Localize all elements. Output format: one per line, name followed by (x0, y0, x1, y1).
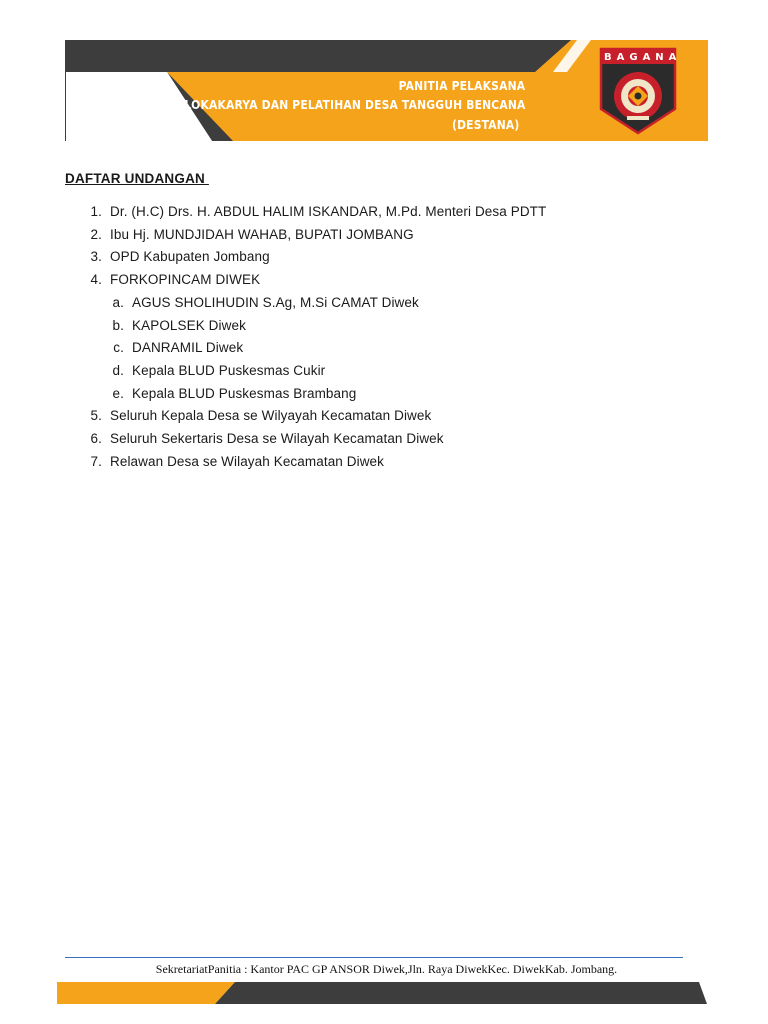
list-item-text: OPD Kabupaten Jombang (110, 249, 270, 265)
sub-list-item-text: KAPOLSEK Diwek (132, 317, 246, 333)
list-marker: 1. (90, 204, 102, 219)
list-marker: 2. (90, 226, 102, 242)
document-title: DAFTAR UNDANGAN (65, 171, 209, 186)
footer-orange-band (57, 982, 235, 1004)
footer-dark-band (215, 982, 709, 1004)
sub-list-item-text: AGUS SHOLIHUDIN S.Ag, M.Si CAMAT Diwek (132, 294, 419, 310)
list-item-text: Seluruh Sekertaris Desa se Wilayah Kecamatan Diwek (110, 431, 444, 446)
sub-list-item-text: Kepala BLUD Puskesmas Brambang (132, 385, 357, 401)
bagana-logo (599, 47, 682, 135)
event-title: LOKAKARYA DAN PELATIHAN DESA TANGGUH BENCANA (184, 97, 525, 112)
list-marker: 3. (90, 249, 102, 265)
list-item-text: FORKOPINCAM DIWEK (110, 272, 261, 288)
sub-list-item-text: DANRAMIL Diwek (132, 340, 244, 356)
sub-list-marker: c. (113, 340, 124, 356)
list-item-text: Relawan Desa se Wilayah Kecamatan Diwek (110, 453, 385, 469)
list-marker: 6. (90, 431, 102, 446)
logo-wordmark: BAGANA (604, 52, 682, 63)
footer-band (57, 982, 709, 1004)
list-item-text: Dr. (H.C) Drs. H. ABDUL HALIM ISKANDAR, M.Pd. Menteri Desa PDTT (110, 204, 547, 219)
sub-list-marker: a. (112, 294, 124, 310)
footer-address: SekretariatPanitia : Kantor PAC GP ANSOR Diwek,Jln. Raya DiwekKec. DiwekKab. Jombang. (155, 962, 618, 976)
list-item-text: Seluruh Kepala Desa se Wilyayah Kecamatan Diwek (110, 408, 432, 424)
sub-list-item-text: Kepala BLUD Puskesmas Cukir (132, 362, 326, 378)
event-abbreviation: (DESTANA) (452, 117, 520, 132)
letterhead-banner (65, 40, 708, 141)
list-item-text: Ibu Hj. MUNDJIDAH WAHAB, BUPATI JOMBANG (110, 226, 414, 242)
list-marker: 4. (90, 272, 102, 288)
sub-list-marker: e. (112, 385, 124, 401)
committee-title: PANITIA PELAKSANA (398, 78, 525, 93)
list-marker: 7. (90, 453, 102, 469)
footer-divider (65, 957, 683, 958)
sub-list-marker: d. (112, 362, 124, 378)
sub-list-marker: b. (112, 317, 124, 333)
list-marker: 5. (90, 408, 102, 424)
